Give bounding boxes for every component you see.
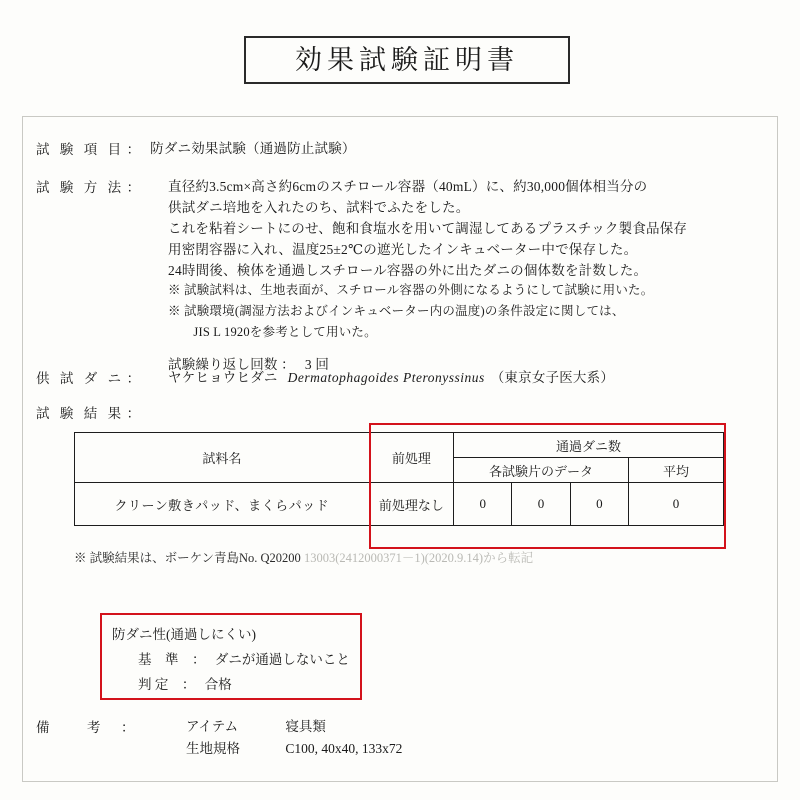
field-test-method-label: 試 験 方 法 <box>36 180 125 195</box>
judgement-block <box>112 622 350 697</box>
judgement-criteria <box>112 647 350 672</box>
header-sample-name: 試料名 <box>75 433 370 483</box>
field-test-item <box>36 138 356 159</box>
field-repeat-count-label: 試験繰り返し回数 ： <box>168 357 295 372</box>
results-table-head <box>75 433 724 483</box>
field-test-result <box>36 402 142 422</box>
cell-pretreatment: 前処理なし <box>369 483 453 526</box>
remarks-row-2-key: 生地規格 <box>186 741 240 756</box>
colon: ： <box>126 180 141 195</box>
header-pretreatment: 前処理 <box>369 433 453 483</box>
remarks-row-1-value: 寝具類 <box>285 719 326 734</box>
remarks-row-1-key: アイテム <box>186 719 239 734</box>
method-line-3: これを粘着シートにのせ、飽和食塩水を用いて調湿してあるプラスチック製食品保存 <box>168 221 688 236</box>
colon: ： <box>126 406 141 421</box>
results-table <box>74 432 724 526</box>
field-mite-value <box>168 367 614 388</box>
method-line-4: 用密閉容器に入れ、温度25±2℃の遮光したインキュベーター中で保存した。 <box>168 242 638 257</box>
colon: ： <box>126 371 141 386</box>
judgement-heading: 防ダニ性(通過しにくい) <box>112 627 256 642</box>
source-note <box>74 548 533 566</box>
mite-name-latin: Dermatophagoides Pteronyssinus <box>287 370 485 385</box>
page-title: 効果試験証明書 <box>295 44 519 75</box>
results-table-wrapper <box>74 432 724 526</box>
judgement-criteria-label: 基 準 ： <box>138 652 206 667</box>
field-test-method-body <box>168 176 687 281</box>
results-table-body <box>75 483 724 526</box>
remarks-label: 備 考 ： <box>36 720 138 735</box>
source-note-faded: 13003(2412000371－1)(2020.9.14)から転記 <box>303 551 534 565</box>
judgement-verdict <box>112 672 350 697</box>
method-line-5: 24時間後、検体を通過しスチロール容器の外に出たダニの個体数を計数した。 <box>168 263 648 278</box>
colon: ： <box>126 142 141 157</box>
remarks-row-2 <box>186 738 402 760</box>
table-row <box>75 483 724 526</box>
mite-name-source: （東京女子医大系） <box>490 370 615 385</box>
cell-sample-name: クリーン敷きパッド、まくらパッド <box>75 483 370 526</box>
method-note-1: ※ 試験試料は、生地表面が、スチロール容器の外側になるようにして試験に用いた。 <box>168 283 654 297</box>
document-title-box <box>244 36 570 84</box>
field-mite <box>36 367 142 387</box>
judgement-verdict-value: 合格 <box>204 677 232 692</box>
cell-value-1: 0 <box>454 483 512 526</box>
cell-average: 0 <box>628 483 723 526</box>
method-note-2: ※ 試験環境(調湿方法およびインキュベーター内の温度)の条件設定に関しては、 <box>168 304 625 318</box>
table-header-row-1 <box>75 433 724 458</box>
field-test-item-label: 試 験 項 目 <box>36 142 125 157</box>
header-each-specimen: 各試験片のデータ <box>454 458 629 483</box>
source-note-prefix: ※ 試験結果は、ボーケン青島No. Q20200 <box>74 551 301 565</box>
field-test-item-value: 防ダニ効果試験（通過防止試験） <box>150 141 356 156</box>
method-line-1: 直径約3.5cm×高さ約6cmのスチロール容器（40mL）に、約30,000個体相当分の <box>168 179 648 194</box>
mite-name-jp: ヤケヒョウヒダニ <box>168 370 278 385</box>
judgement-criteria-value: ダニが通過しないこと <box>214 652 350 667</box>
cell-value-3: 0 <box>570 483 628 526</box>
header-passed-mites: 通過ダニ数 <box>454 433 724 458</box>
header-average: 平均 <box>628 458 723 483</box>
field-mite-label: 供 試 ダ ニ <box>36 371 125 386</box>
remarks-row-1 <box>186 716 402 738</box>
method-notes <box>168 280 653 343</box>
field-test-result-label: 試 験 結 果 <box>36 406 125 421</box>
judgement-verdict-label: 判 定 ： <box>138 677 196 692</box>
cell-value-2: 0 <box>512 483 570 526</box>
field-test-method <box>36 176 142 196</box>
remarks-row-2-value: C100, 40x40, 133x72 <box>285 741 403 756</box>
method-note-3: JIS L 1920を参考として用いた。 <box>168 325 377 339</box>
field-repeat-count-value: 3 回 <box>304 357 330 372</box>
remarks-values <box>186 716 402 760</box>
method-line-2: 供試ダニ培地を入れたのち、試料でふたをした。 <box>168 200 470 215</box>
